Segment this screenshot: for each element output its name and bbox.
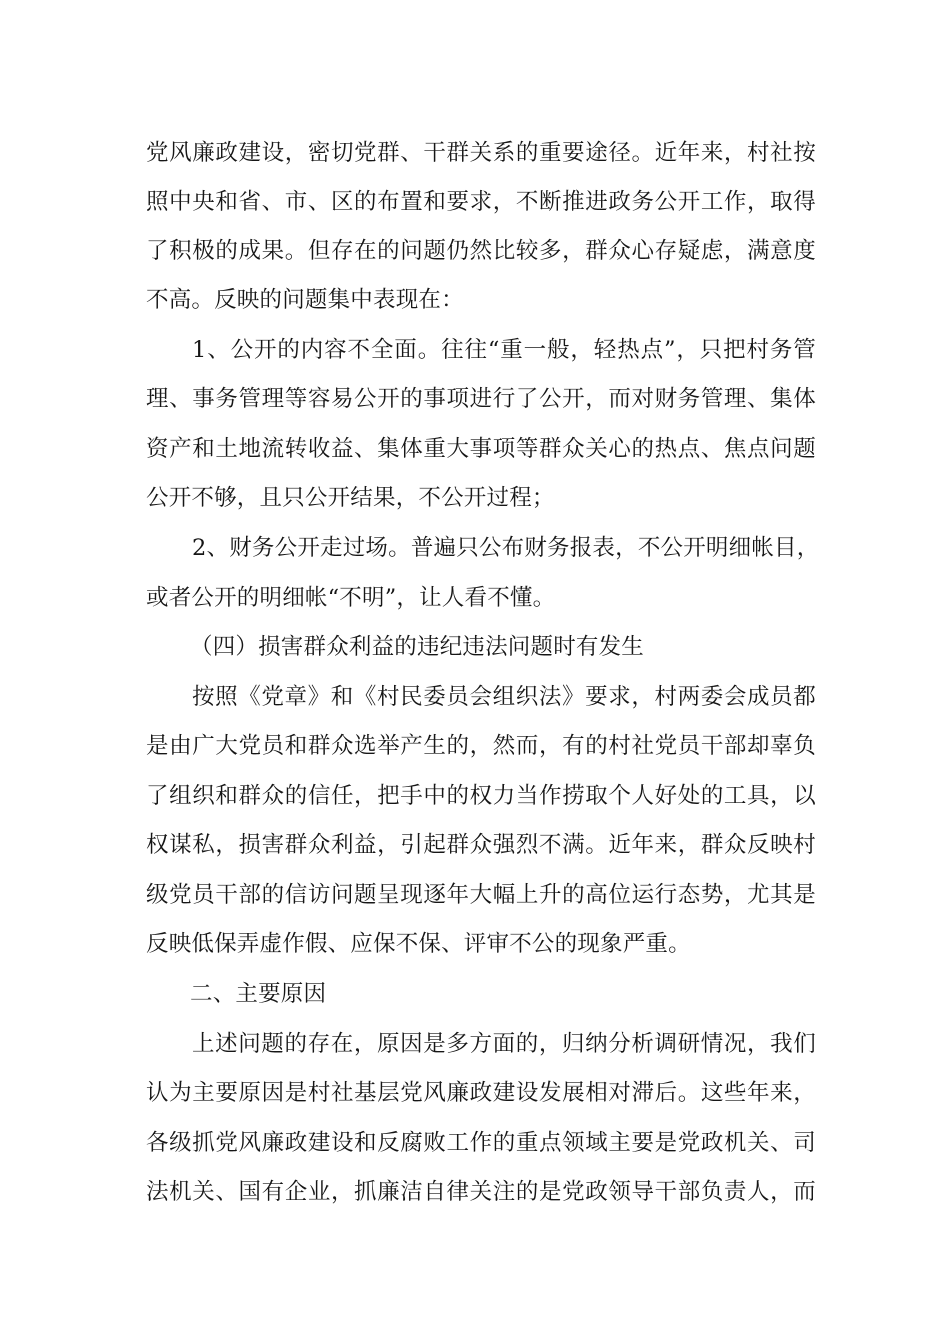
paragraph-line: 是由广大党员和群众选举产生的，然而，有的村社党员干部却辜负 — [146, 733, 816, 759]
paragraph-line: 了组织和群众的信任，把手中的权力当作捞取个人好处的工具，以 — [146, 783, 816, 809]
list-item-line: 或者公开的明细帐“不明”，让人看不懂。 — [146, 585, 556, 611]
paragraph-line: 党风廉政建设，密切党群、干群关系的重要途径。近年来，村社按 — [146, 140, 816, 166]
section-heading: 二、主要原因 — [190, 981, 327, 1007]
list-item-line: 理、事务管理等容易公开的事项进行了公开，而对财务管理、集体 — [146, 386, 816, 412]
list-item-line: 1、公开的内容不全面。往往“重一般，轻热点”，只把村务管 — [192, 337, 816, 363]
paragraph-line: 各级抓党风廉政建设和反腐败工作的重点领域主要是党政机关、司 — [146, 1130, 816, 1156]
paragraph-line: 按照《党章》和《村民委员会组织法》要求，村两委会成员都 — [192, 684, 816, 710]
paragraph-line: 上述问题的存在，原因是多方面的，归纳分析调研情况，我们 — [192, 1031, 816, 1057]
section-heading: （四）损害群众利益的违纪违法问题时有发生 — [190, 634, 645, 660]
paragraph-line: 权谋私，损害群众利益，引起群众强烈不满。近年来，群众反映村 — [146, 832, 816, 858]
paragraph-line: 不高。反映的问题集中表现在： — [146, 287, 464, 313]
paragraph-line: 反映低保弄虚作假、应保不保、评审不公的现象严重。 — [146, 931, 691, 957]
list-item-line: 资产和土地流转收益、集体重大事项等群众关心的热点、焦点问题 — [146, 436, 816, 462]
paragraph-line: 级党员干部的信访问题呈现逐年大幅上升的高位运行态势，尤其是 — [146, 882, 816, 908]
list-item-line: 公开不够，且只公开结果，不公开过程； — [146, 485, 555, 511]
paragraph-line: 认为主要原因是村社基层党风廉政建设发展相对滞后。这些年来， — [146, 1080, 816, 1106]
paragraph-line: 照中央和省、市、区的布置和要求，不断推进政务公开工作，取得 — [146, 189, 816, 215]
paragraph-line: 法机关、国有企业，抓廉洁自律关注的是党政领导干部负责人，而 — [146, 1179, 816, 1205]
list-item-line: 2、财务公开走过场。普遍只公布财务报表，不公开明细帐目， — [192, 535, 820, 561]
paragraph-line: 了积极的成果。但存在的问题仍然比较多，群众心存疑虑，满意度 — [146, 238, 816, 264]
